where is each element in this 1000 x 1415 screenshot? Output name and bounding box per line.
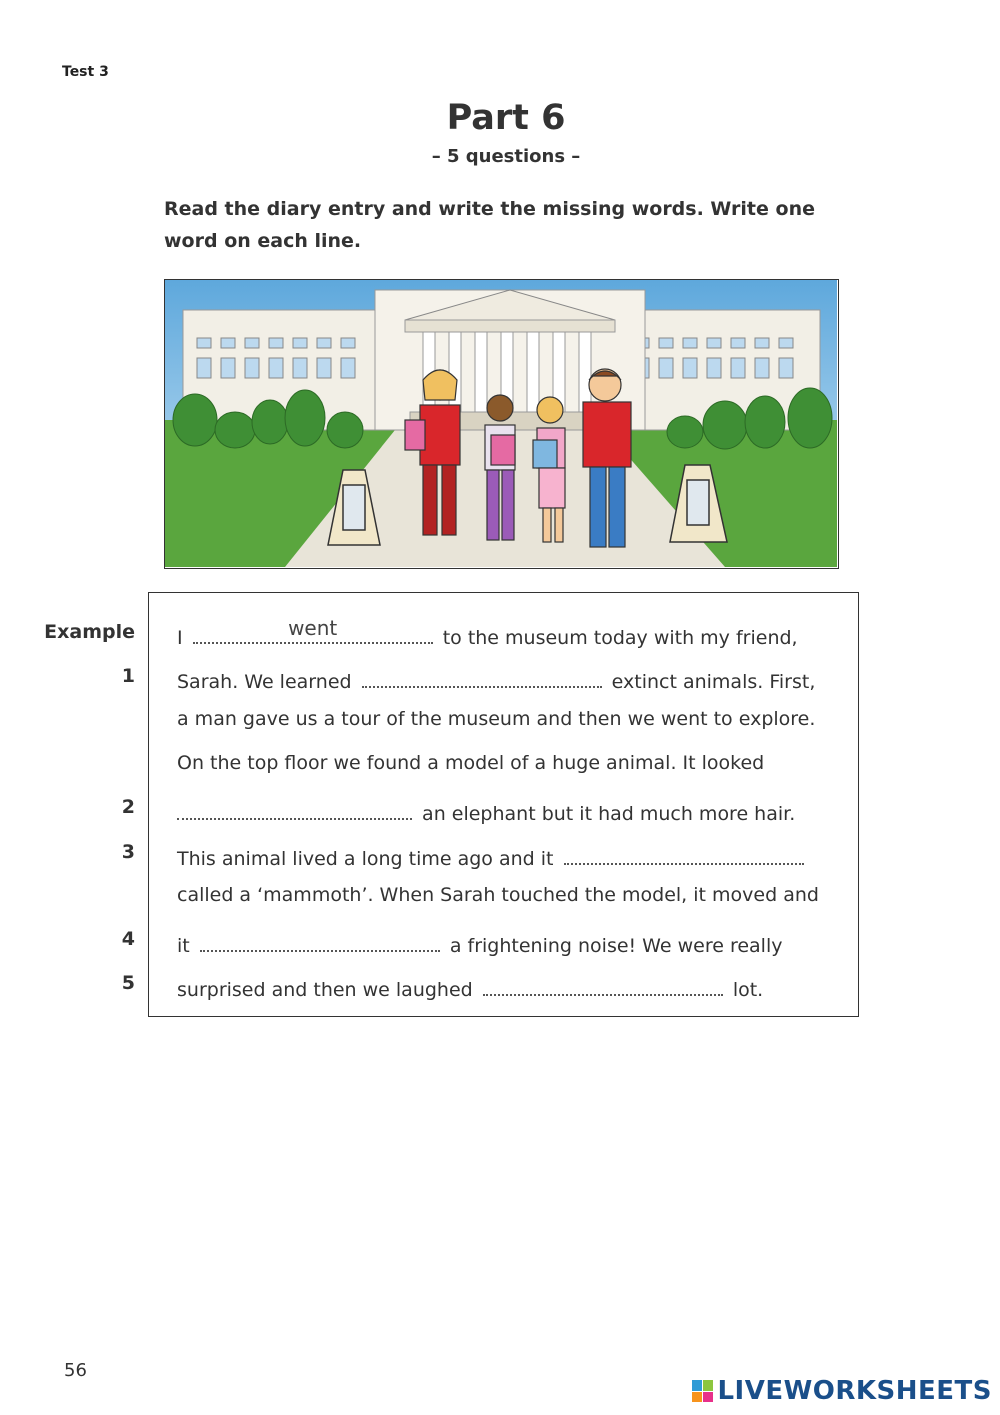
line-text: a frightening noise! We were really — [449, 935, 783, 957]
answer-blank-3[interactable] — [564, 841, 804, 865]
line-text: an elephant but it had much more hair. — [422, 803, 796, 825]
example-answer-blank — [193, 616, 433, 644]
answer-blank-2[interactable] — [177, 796, 412, 820]
museum-scene-image — [164, 279, 839, 569]
test-label: Test 3 — [62, 64, 109, 80]
line-text: it — [177, 935, 190, 957]
line-text: lot. — [732, 979, 764, 1001]
line-text: Sarah. We learned — [177, 671, 352, 693]
question-number-1: 1 — [121, 665, 135, 687]
diary-line-2 — [177, 664, 815, 693]
diary-line-3: a man gave us a tour of the museum and then we went to explore. — [177, 708, 816, 730]
answer-blank-1[interactable] — [362, 664, 602, 688]
diary-line-9 — [177, 972, 763, 1001]
line-text: extinct animals. First, — [611, 671, 816, 693]
line-text: surprised and then we laughed — [177, 979, 473, 1001]
part-title: Part 6 — [446, 98, 566, 138]
diary-line-7: called a ‘mammoth’. When Sarah touched the model, it moved and — [177, 884, 819, 906]
line-text: to the museum today with my friend, — [442, 627, 798, 649]
question-number-4: 4 — [121, 928, 135, 950]
diary-line-4: On the top floor we found a model of a huge animal. It looked — [177, 752, 765, 774]
question-number-2: 2 — [121, 796, 135, 818]
example-answer: went — [288, 616, 338, 640]
liveworksheets-logo-icon — [692, 1380, 713, 1402]
liveworksheets-brand — [692, 1376, 992, 1406]
diary-line-6 — [177, 841, 808, 870]
diary-line-8 — [177, 928, 782, 957]
line-text: This animal lived a long time ago and it — [177, 848, 554, 870]
museum-illustration — [165, 280, 837, 567]
page-number: 56 — [64, 1360, 87, 1381]
example-label: Example — [44, 621, 135, 643]
diary-line-1 — [177, 616, 798, 649]
answer-blank-4[interactable] — [200, 928, 440, 952]
diary-line-5 — [177, 796, 795, 825]
instructions: Read the diary entry and write the missing words. Write one word on each line. — [164, 198, 815, 252]
brand-text: LIVEWORKSHEETS — [717, 1376, 992, 1406]
question-number-5: 5 — [121, 972, 135, 994]
answer-blank-5[interactable] — [483, 972, 723, 996]
part-subtitle: – 5 questions – — [431, 146, 581, 167]
question-number-3: 3 — [121, 841, 135, 863]
line-text: I — [177, 627, 183, 649]
